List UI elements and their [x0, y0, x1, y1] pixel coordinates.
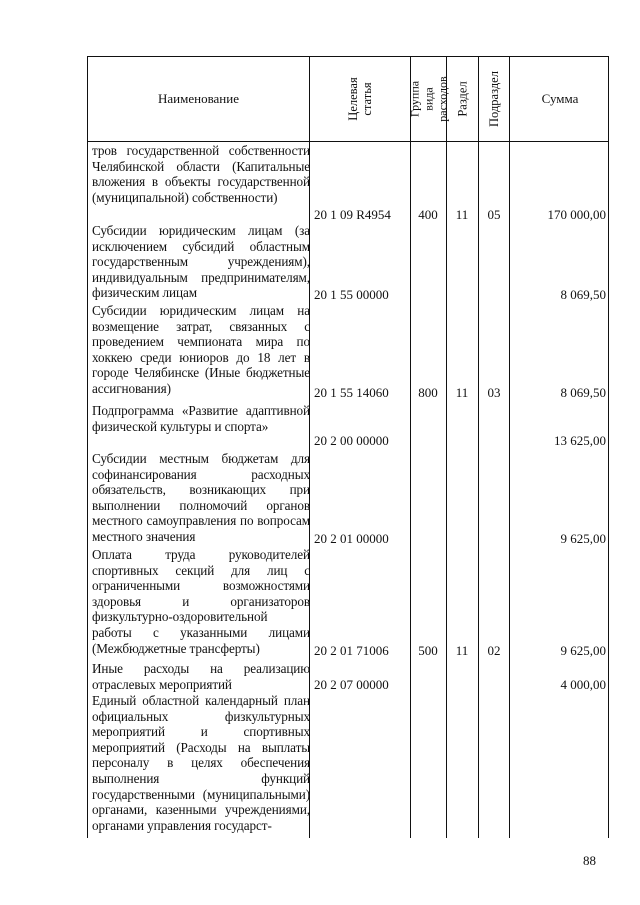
header-subsection: Подраздел: [487, 71, 501, 127]
row-code: 20 2 01 71006: [314, 643, 389, 658]
header-divider: [88, 141, 608, 142]
header-section: Раздел: [455, 81, 470, 117]
row-section: 11: [455, 385, 469, 400]
header-expense-group: Группа вида расходов: [407, 76, 450, 122]
row-group: 400: [418, 207, 438, 222]
column-divider: [446, 57, 447, 838]
row-name: Субсидии юридическим лицам на возмещение затрат, связанных с проведением чемпионата мира по хоккею среди юниоров до 18 лет в городе Челябинске (Иные бюджетные ассигнования): [92, 303, 310, 396]
budget-table: [87, 56, 609, 838]
row-name: Субсидии юридическим лицам (за исключением субсидий областным государственным учреждениям), индивидуальным предпринимателям, физическим лицам: [92, 223, 310, 301]
header-name: Наименование: [158, 91, 239, 106]
row-amount: 170 000,00: [547, 207, 606, 222]
row-group: 500: [418, 643, 438, 658]
row-code: 20 2 07 00000: [314, 677, 389, 692]
row-subsection: 02: [487, 643, 501, 658]
row-name: Единый областной календарный план официальных физкультурных мероприятий и спортивных мероприятий (Расходы на выплаты персоналу в целях обеспечения выполнения функций государственными (муниципальными) органами, казенными учреждениями, органами управления государст-: [92, 693, 310, 833]
row-amount: 9 625,00: [560, 531, 606, 546]
column-divider: [478, 57, 479, 838]
row-name: тров государственной собственности Челябинской области (Капитальные вложения в объекты государственной (муниципальной) собственности): [92, 143, 310, 205]
row-code: 20 2 00 00000: [314, 433, 389, 448]
header-target-article: Целевая статья: [346, 77, 374, 121]
row-name: Иные расходы на реализацию отраслевых мероприятий: [92, 661, 310, 692]
row-group: 800: [418, 385, 438, 400]
row-amount: 8 069,50: [560, 385, 606, 400]
row-section: 11: [455, 207, 469, 222]
row-code: 20 2 01 00000: [314, 531, 389, 546]
row-name: Субсидии местным бюджетам для софинансирования расходных обязательств, возникающих при выполнении полномочий органов местного самоуправления по вопросам местного значения: [92, 451, 310, 544]
row-subsection: 05: [487, 207, 501, 222]
row-name: Подпрограмма «Развитие адаптивной физической культуры и спорта»: [92, 403, 310, 434]
row-amount: 13 625,00: [554, 433, 606, 448]
row-name: Оплата труда руководителей спортивных секций для лиц с ограниченными возможностями здоровья и организаторов физкультурно-оздоровительной работы с указанными лицами (Межбюджетные трансферты): [92, 547, 310, 656]
row-amount: 9 625,00: [560, 643, 606, 658]
page-number: 88: [583, 853, 596, 868]
row-code: 20 1 55 14060: [314, 385, 389, 400]
header-amount: Сумма: [541, 91, 579, 106]
row-code: 20 1 09 R4954: [314, 207, 391, 222]
row-amount: 4 000,00: [560, 677, 606, 692]
row-section: 11: [455, 643, 469, 658]
row-code: 20 1 55 00000: [314, 287, 389, 302]
row-subsection: 03: [487, 385, 501, 400]
row-amount: 8 069,50: [560, 287, 606, 302]
